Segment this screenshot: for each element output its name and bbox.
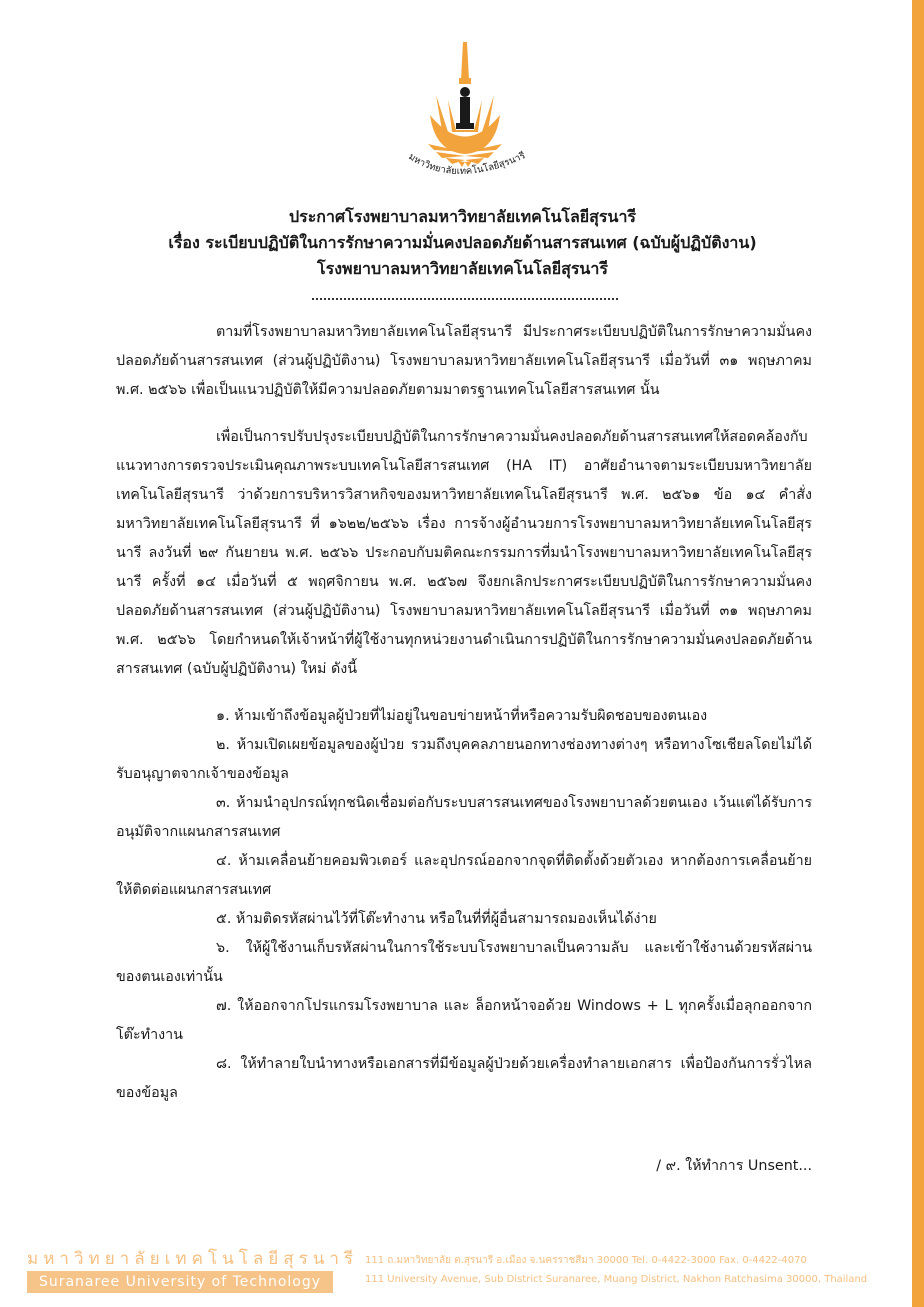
rule-item: ๔. ห้ามเคลื่อนย้ายคอมพิวเตอร์ และอุปกรณ์ออกจากจุดที่ติดตั้งด้วยตัวเอง หากต้องการเคลื่อนย้ายให้ติดต่อแผนกสารสนเทศ (116, 853, 812, 898)
title-line-3: โรงพยาบาลมหาวิทยาลัยเทคโนโลยีสุรนารี (317, 259, 608, 278)
announcement-body (116, 318, 812, 1108)
logo-arc-text: มหาวิทยาลัยเทคโนโลยีสุรนารี (406, 150, 528, 178)
footer-address (365, 1251, 867, 1289)
title-line-1: ประกาศโรงพยาบาลมหาวิทยาลัยเทคโนโลยีสุรนารี (288, 207, 637, 226)
university-logo (400, 40, 530, 190)
rule-item: ๘. ให้ทำลายใบนำทางหรือเอกสารที่มีข้อมูลผู้ป่วยด้วยเครื่องทำลายเอกสาร เพื่อป้องกันการรั่วไหลของข้อมูล (116, 1056, 812, 1101)
rule-item: ๑. ห้ามเข้าถึงข้อมูลผู้ป่วยที่ไม่อยู่ในขอบข่ายหน้าที่หรือความรับผิดชอบของตนเอง (216, 708, 708, 724)
rule-item: ๒. ห้ามเปิดเผยข้อมูลของผู้ป่วย รวมถึงบุคคลภายนอกทางช่องทางต่างๆ หรือทางโซเชียลโดยไม่ได้รับอนุญาตจากเจ้าของข้อมูล (116, 737, 812, 782)
title-line-2: เรื่อง ระเบียบปฏิบัติในการรักษาความมั่นคงปลอดภัยด้านสารสนเทศ (ฉบับผู้ปฏิบัติงาน) (168, 233, 757, 252)
footer-university-name-th: มหาวิทยาลัยเทคโนโลยีสุรนารี (27, 1249, 359, 1269)
paragraph-revision: เพื่อเป็นการปรับปรุงระเบียบปฏิบัติในการรักษาความมั่นคงปลอดภัยด้านสารสนเทศให้สอดคล้องกับแนวทางการตรวจประเมินคุณภาพระบบเทคโนโลยีสารสนเทศ (HA IT) อาศัยอำนาจตามระเบียบมหาวิทยาลัยเทคโนโลยีสุรนารี ว่าด้วยการบริหารวิสาหกิจของมหาวิทยาลัยเทคโนโลยีสุรนารี พ.ศ. ๒๕๖๑ ข้อ ๑๔ คำสั่งมหาวิทยาลัยเทคโนโลยีสุรนารี ที่ ๑๖๒๒/๒๕๖๖ เรื่อง การจ้างผู้อำนวยการโรงพยาบาลมหาวิทยาลัยเทคโนโลยีสุรนารี ลงวันที่ ๒๙ กันยายน พ.ศ. ๒๕๖๖ ประกอบกับมติคณะกรรมการที่มนำโรงพยาบาลมหาวิทยาลัยเทคโนโลยีสุรนารี ครั้งที่ ๑๔ เมื่อวันที่ ๕ พฤศจิกายน พ.ศ. ๒๕๖๗ จึงยกเลิกประกาศระเบียบปฏิบัติในการรักษาความมั่นคงปลอดภัยด้านสารสนเทศ (ส่วนผู้ปฏิบัติงาน) โรงพยาบาลมหาวิทยาลัยเทคโนโลยีสุรนารี เมื่อวันที่ ๓๑ พฤษภาคม พ.ศ. ๒๕๖๖ โดยกำหนดให้เจ้าหน้าที่ผู้ใช้งานทุกหน่วยงานดำเนินการปฏิบัติในการรักษาความมั่นคงปลอดภัยด้านสารสนเทศ (ฉบับผู้ปฏิบัติงาน) ใหม่ ดังนี้ (116, 429, 812, 677)
paragraph-background: ตามที่โรงพยาบาลมหาวิทยาลัยเทคโนโลยีสุรนารี มีประกาศระเบียบปฏิบัติในการรักษาความมั่นคงปลอดภัยด้านสารสนเทศ (ส่วนผู้ปฏิบัติงาน) โรงพยาบาลมหาวิทยาลัยเทคโนโลยีสุรนารี เมื่อวันที่ ๓๑ พฤษภาคม พ.ศ. ๒๕๖๖ เพื่อเป็นแนวปฏิบัติให้มีความปลอดภัยตามมาตรฐานเทคโนโลยีสารสนเทศ นั้น (116, 324, 812, 398)
announcement-title (60, 204, 865, 282)
footer-address-th: 111 ถ.มหาวิทยาลัย ต.สุรนารี อ.เมือง จ.นครราชสีมา 30000 Tel. 0-4422-3000 Fax. 0-4422-4070 (365, 1255, 807, 1266)
right-edge-bar (912, 0, 924, 1307)
rule-item: ๕. ห้ามติดรหัสผ่านไว้ที่โต๊ะทำงาน หรือในที่ที่ผู้อื่นสามารถมองเห็นได้ง่าย (216, 911, 657, 927)
rule-item: ๓. ห้ามนำอุปกรณ์ทุกชนิดเชื่อมต่อกับระบบสารสนเทศของโรงพยาบาลด้วยตนเอง เว้นแต่ได้รับการอนุมัติจากแผนกสารสนเทศ (116, 795, 812, 840)
footer-university-name-en: Suranaree University of Technology (27, 1271, 333, 1293)
rule-item: ๖. ให้ผู้ใช้งานเก็บรหัสผ่านในการใช้ระบบโรงพยาบาลเป็นความลับ และเข้าใช้งานด้วยรหัสผ่านของตนเองเท่านั้น (116, 940, 812, 985)
footer-address-en: 111 University Avenue, Sub District Suranaree, Muang District, Nakhon Ratchasima 30000, Thailand (365, 1274, 868, 1285)
rule-item: ๗. ให้ออกจากโปรแกรมโรงพยาบาล และ ล็อกหน้าจอด้วย Windows + L ทุกครั้งเมื่อลุกออกจากโต๊ะทำงาน (116, 998, 812, 1043)
title-divider (312, 298, 618, 300)
continuation-note: / ๙. ให้ทำการ Unsent... (656, 1158, 812, 1174)
